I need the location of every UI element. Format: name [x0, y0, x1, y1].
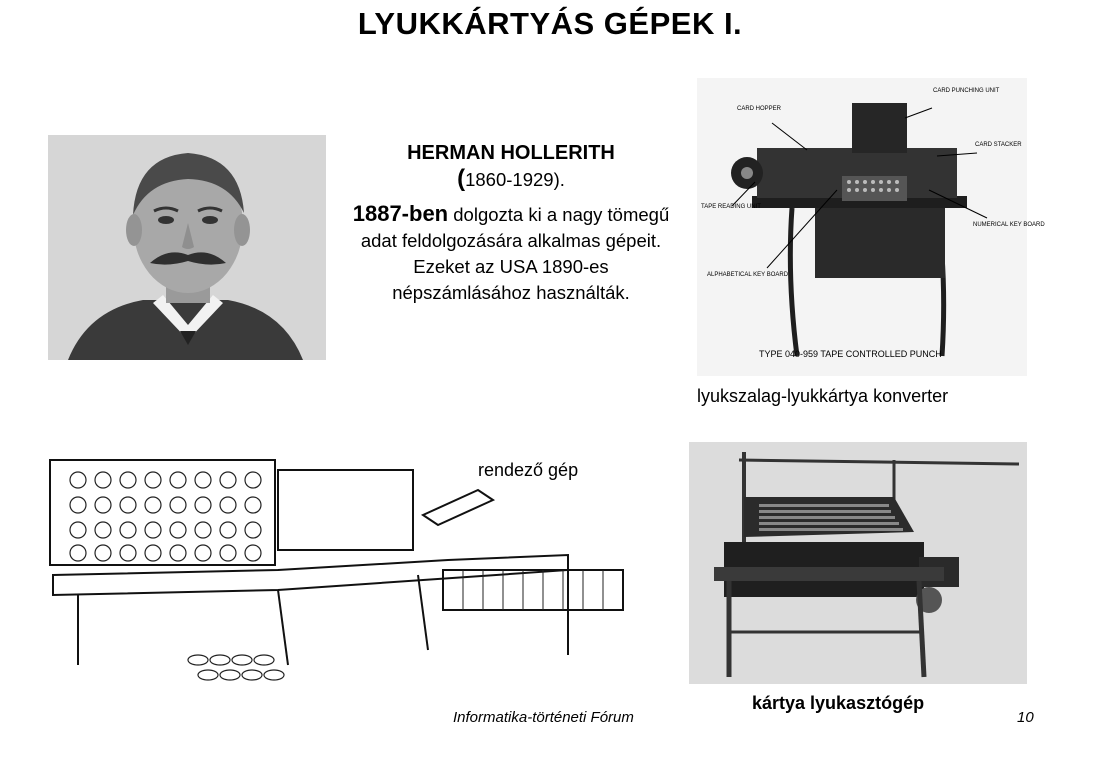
- label-tape-reading-unit: TAPE READING UNIT: [701, 204, 761, 210]
- sorter-drawing: [48, 455, 628, 700]
- slide-title: LYUKKÁRTYÁS GÉPEK I.: [357, 6, 743, 41]
- punch-caption: kártya lyukasztógép: [752, 693, 925, 713]
- bio-block: [350, 140, 672, 306]
- card-punch-photo: [689, 442, 1027, 684]
- label-card-hopper: CARD HOPPER: [737, 106, 782, 112]
- converter-caption: lyukszalag-lyukkártya konverter: [697, 386, 949, 406]
- footer-text: Informatika-történeti Fórum: [453, 709, 634, 726]
- bio-text: dolgozta ki a nagy tömegű adat feldolgozására alkalmas gépeit. Ezeket az USA 1890-es népszámlásához használták.: [360, 204, 670, 303]
- portrait-illustration: [48, 135, 326, 360]
- tape-punch-illustration: [697, 78, 1045, 376]
- bio-years-line: [350, 166, 672, 193]
- label-numerical-key-board: NUMERICAL KEY BOARD: [973, 222, 1045, 228]
- bio-paren: (: [457, 165, 466, 192]
- label-alphabetical-key-board: ALPHABETICAL KEY BOARD: [707, 272, 789, 278]
- hollerith-portrait: [48, 135, 326, 360]
- sorter-illustration: [48, 455, 628, 700]
- label-card-stacker: CARD STACKER: [975, 142, 1022, 148]
- bio-paragraph: [350, 201, 672, 306]
- bio-years: 1860-1929).: [465, 169, 565, 190]
- tape-punch-photo: [697, 78, 1045, 376]
- card-punch-illustration: [689, 442, 1027, 684]
- label-caption-plate: TYPE 040-959 TAPE CONTROLLED PUNCH: [759, 349, 942, 359]
- page-number: 10: [1017, 709, 1034, 726]
- sorter-caption: rendező gép: [478, 460, 579, 480]
- bio-name: HERMAN HOLLERITH: [407, 142, 615, 164]
- bio-year-lead: 1887-ben: [352, 201, 449, 226]
- label-card-punching-unit: CARD PUNCHING UNIT: [933, 88, 1000, 94]
